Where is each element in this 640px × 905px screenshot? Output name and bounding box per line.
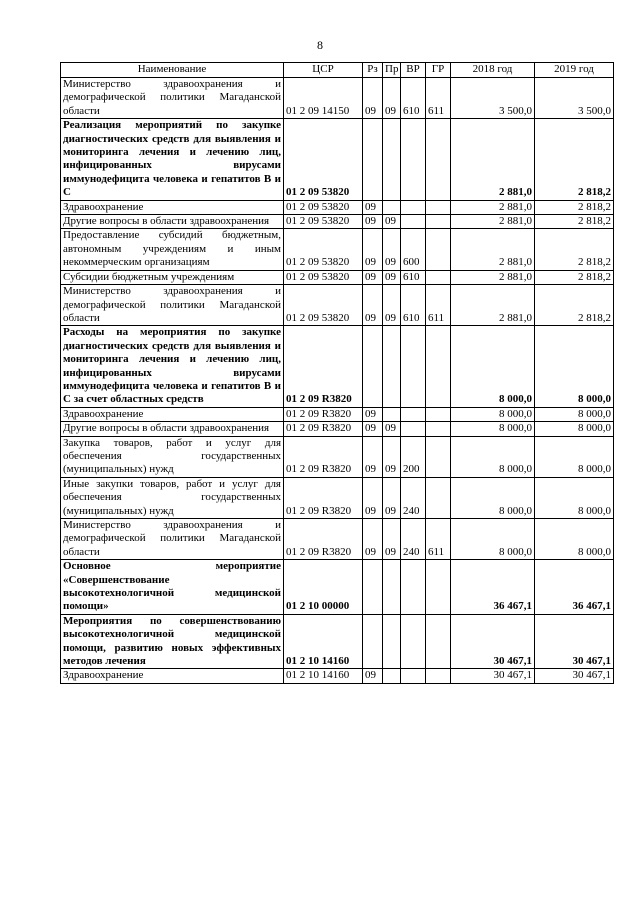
- cell-csr: 01 2 10 14160: [284, 614, 363, 669]
- cell-rz: [363, 119, 383, 200]
- cell-2018: 8 000,0: [451, 519, 535, 560]
- header-pr: Пр: [383, 63, 401, 78]
- cell-2018: 8 000,0: [451, 422, 535, 436]
- cell-name: Закупка товаров, работ и услуг для обеспечения государственных (муниципальных) нужд: [61, 436, 284, 477]
- cell-rz: 09: [363, 200, 383, 214]
- cell-2019: 2 818,2: [535, 229, 614, 270]
- cell-name: Иные закупки товаров, работ и услуг для обеспечения государственных (муниципальных) нужд: [61, 477, 284, 518]
- cell-rz: 09: [363, 669, 383, 683]
- cell-gr: [426, 436, 451, 477]
- cell-2018: 8 000,0: [451, 326, 535, 407]
- cell-pr: 09: [383, 519, 401, 560]
- cell-pr: [383, 560, 401, 615]
- cell-name: Здравоохранение: [61, 200, 284, 214]
- cell-rz: 09: [363, 407, 383, 421]
- cell-csr: 01 2 09 14150: [284, 78, 363, 119]
- table-row: [61, 229, 614, 270]
- cell-rz: 09: [363, 229, 383, 270]
- header-rz: Рз: [363, 63, 383, 78]
- cell-vr: 600: [401, 229, 426, 270]
- table-row: [61, 669, 614, 683]
- cell-2019: 30 467,1: [535, 614, 614, 669]
- header-csr: ЦСР: [284, 63, 363, 78]
- cell-gr: [426, 477, 451, 518]
- cell-csr: 01 2 09 53820: [284, 285, 363, 326]
- cell-2018: 8 000,0: [451, 436, 535, 477]
- table-header-row: [61, 63, 614, 78]
- cell-vr: 610: [401, 285, 426, 326]
- cell-csr: 01 2 09 53820: [284, 215, 363, 229]
- cell-name: Здравоохранение: [61, 669, 284, 683]
- cell-vr: 200: [401, 436, 426, 477]
- cell-2019: 8 000,0: [535, 326, 614, 407]
- cell-pr: 09: [383, 477, 401, 518]
- cell-pr: [383, 200, 401, 214]
- cell-vr: 240: [401, 477, 426, 518]
- cell-name: Предоставление субсидий бюджетным, автономным учреждениям и иным некоммерческим организациям: [61, 229, 284, 270]
- cell-rz: [363, 614, 383, 669]
- cell-csr: 01 2 09 53820: [284, 270, 363, 284]
- cell-name: Здравоохранение: [61, 407, 284, 421]
- cell-pr: 09: [383, 270, 401, 284]
- cell-vr: [401, 200, 426, 214]
- table-row: [61, 422, 614, 436]
- page-number: 8: [317, 38, 323, 52]
- header-vr: ВР: [401, 63, 426, 78]
- cell-2019: 3 500,0: [535, 78, 614, 119]
- cell-2019: 2 818,2: [535, 119, 614, 200]
- table-body: [61, 78, 614, 684]
- cell-2019: 8 000,0: [535, 436, 614, 477]
- cell-2018: 8 000,0: [451, 407, 535, 421]
- cell-pr: 09: [383, 422, 401, 436]
- cell-gr: [426, 215, 451, 229]
- budget-table: [60, 62, 614, 684]
- cell-csr: 01 2 09 53820: [284, 200, 363, 214]
- cell-vr: [401, 215, 426, 229]
- cell-pr: 09: [383, 215, 401, 229]
- cell-rz: 09: [363, 422, 383, 436]
- cell-csr: 01 2 09 R3820: [284, 326, 363, 407]
- cell-name: Основное мероприятие «Совершенствование высокотехнологичной медицинской помощи»: [61, 560, 284, 615]
- cell-gr: [426, 407, 451, 421]
- cell-gr: [426, 560, 451, 615]
- cell-2019: 2 818,2: [535, 270, 614, 284]
- cell-vr: [401, 614, 426, 669]
- cell-2018: 2 881,0: [451, 200, 535, 214]
- cell-gr: [426, 119, 451, 200]
- cell-gr: 611: [426, 519, 451, 560]
- cell-csr: 01 2 09 53820: [284, 229, 363, 270]
- cell-name: Расходы на мероприятия по закупке диагностических средств для выявления и мониторинга лечения и лечению лиц, инфицированных вирусами иммунодефицита человека и гепатитов В и С за счет областных средств: [61, 326, 284, 407]
- table-row: [61, 436, 614, 477]
- cell-2018: 30 467,1: [451, 614, 535, 669]
- table-row: [61, 614, 614, 669]
- table-row: [61, 519, 614, 560]
- cell-gr: [426, 614, 451, 669]
- table-row: [61, 200, 614, 214]
- cell-2018: 2 881,0: [451, 270, 535, 284]
- table-row: [61, 119, 614, 200]
- cell-rz: 09: [363, 477, 383, 518]
- cell-rz: 09: [363, 78, 383, 119]
- cell-2018: 36 467,1: [451, 560, 535, 615]
- cell-csr: 01 2 09 53820: [284, 119, 363, 200]
- header-name: Наименование: [61, 63, 284, 78]
- table-row: [61, 477, 614, 518]
- table-row: [61, 326, 614, 407]
- cell-pr: 09: [383, 285, 401, 326]
- cell-pr: [383, 326, 401, 407]
- header-2018: 2018 год: [451, 63, 535, 78]
- table-row: [61, 78, 614, 119]
- cell-name: Другие вопросы в области здравоохранения: [61, 215, 284, 229]
- cell-2019: 8 000,0: [535, 422, 614, 436]
- cell-rz: 09: [363, 215, 383, 229]
- cell-vr: [401, 119, 426, 200]
- cell-vr: [401, 669, 426, 683]
- cell-2019: 36 467,1: [535, 560, 614, 615]
- cell-vr: 610: [401, 270, 426, 284]
- cell-csr: 01 2 09 R3820: [284, 477, 363, 518]
- cell-gr: [426, 200, 451, 214]
- cell-2018: 2 881,0: [451, 285, 535, 326]
- cell-rz: [363, 326, 383, 407]
- cell-csr: 01 2 09 R3820: [284, 436, 363, 477]
- cell-2019: 2 818,2: [535, 285, 614, 326]
- cell-name: Другие вопросы в области здравоохранения: [61, 422, 284, 436]
- cell-gr: [426, 326, 451, 407]
- cell-2018: 8 000,0: [451, 477, 535, 518]
- cell-rz: 09: [363, 270, 383, 284]
- cell-vr: 610: [401, 78, 426, 119]
- cell-2019: 8 000,0: [535, 519, 614, 560]
- cell-name: Реализация мероприятий по закупке диагностических средств для выявления и мониторинга лечения и лечению лиц, инфицированных вирусами иммунодефицита человека и гепатитов В и С: [61, 119, 284, 200]
- cell-pr: [383, 614, 401, 669]
- cell-vr: [401, 422, 426, 436]
- cell-csr: 01 2 09 R3820: [284, 407, 363, 421]
- table-row: [61, 285, 614, 326]
- cell-pr: [383, 669, 401, 683]
- cell-gr: [426, 422, 451, 436]
- cell-rz: 09: [363, 285, 383, 326]
- cell-name: Субсидии бюджетным учреждениям: [61, 270, 284, 284]
- header-gr: ГР: [426, 63, 451, 78]
- cell-2018: 3 500,0: [451, 78, 535, 119]
- cell-gr: 611: [426, 285, 451, 326]
- cell-2019: 2 818,2: [535, 200, 614, 214]
- cell-2019: 30 467,1: [535, 669, 614, 683]
- cell-csr: 01 2 10 14160: [284, 669, 363, 683]
- cell-2018: 2 881,0: [451, 119, 535, 200]
- header-2019: 2019 год: [535, 63, 614, 78]
- cell-vr: [401, 407, 426, 421]
- cell-csr: 01 2 10 00000: [284, 560, 363, 615]
- table-row: [61, 215, 614, 229]
- cell-rz: 09: [363, 436, 383, 477]
- cell-pr: 09: [383, 229, 401, 270]
- cell-2018: 30 467,1: [451, 669, 535, 683]
- cell-vr: [401, 560, 426, 615]
- table-row: [61, 270, 614, 284]
- table-row: [61, 407, 614, 421]
- cell-vr: [401, 326, 426, 407]
- cell-pr: 09: [383, 78, 401, 119]
- cell-csr: 01 2 09 R3820: [284, 422, 363, 436]
- cell-name: Мероприятия по совершенствованию высокотехнологичной медицинской помощи, развитию новых эффективных методов лечения: [61, 614, 284, 669]
- cell-2018: 2 881,0: [451, 215, 535, 229]
- cell-name: Министерство здравоохранения и демографической политики Магаданской области: [61, 78, 284, 119]
- cell-csr: 01 2 09 R3820: [284, 519, 363, 560]
- cell-pr: 09: [383, 436, 401, 477]
- cell-pr: [383, 407, 401, 421]
- cell-pr: [383, 119, 401, 200]
- cell-rz: [363, 560, 383, 615]
- cell-gr: 611: [426, 78, 451, 119]
- cell-2018: 2 881,0: [451, 229, 535, 270]
- cell-rz: 09: [363, 519, 383, 560]
- cell-name: Министерство здравоохранения и демографической политики Магаданской области: [61, 285, 284, 326]
- cell-gr: [426, 229, 451, 270]
- cell-vr: 240: [401, 519, 426, 560]
- cell-name: Министерство здравоохранения и демографической политики Магаданской области: [61, 519, 284, 560]
- cell-gr: [426, 270, 451, 284]
- table-row: [61, 560, 614, 615]
- cell-2019: 2 818,2: [535, 215, 614, 229]
- cell-2019: 8 000,0: [535, 477, 614, 518]
- cell-2019: 8 000,0: [535, 407, 614, 421]
- cell-gr: [426, 669, 451, 683]
